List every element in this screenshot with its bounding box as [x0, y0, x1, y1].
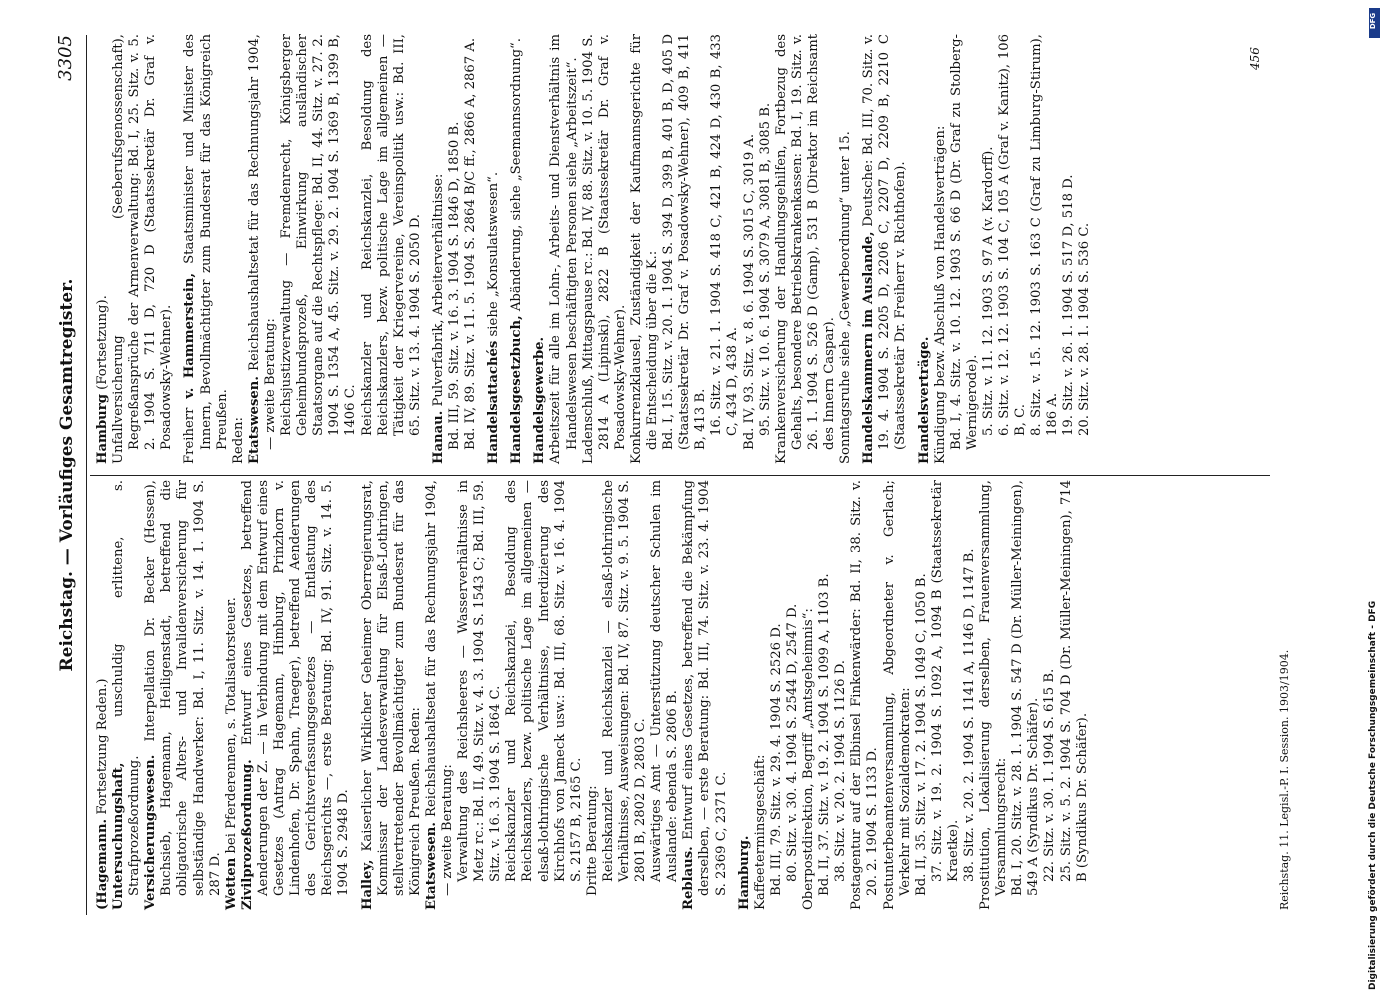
- register-entry: [861, 34, 909, 464]
- entry-keyword: Etatswesen.: [423, 822, 439, 910]
- register-entry: [978, 480, 1010, 910]
- entry-text: Dritte Beratung:: [584, 785, 600, 896]
- entry-text: Sonntagsruhe siehe „Gewerbeordnung“ unter 15.: [838, 131, 854, 464]
- page-title: Reichstag. — Vorläufiges Gesamtregister.: [57, 278, 77, 672]
- register-entry: [661, 34, 709, 464]
- entry-text: Oberpostdirektion, Begriff „Amtsgeheimnis“:: [801, 608, 817, 910]
- entry-text: Deutsche: Bd. III, 70. Sitz. v. 19. 4. 1904 S. 2205 D, 2206 C, 2207 D, 2209 B, 2210 C (Staatssekretär Dr. Freiherr v. Richthofen).: [861, 34, 909, 450]
- entry-text: Bd. II, 35. Sitz. v. 17. 2. 1904 S. 1049 C, 1050 B.: [913, 573, 929, 896]
- entry-text: unschuldig erlittene, s. Strafprozeßordnung.: [111, 480, 143, 896]
- entry-text: Krankenversicherung der Handlungsgehilfen, Fortbezug des Gehalts, besondere Betriebskrankenkassen: Bd. I, 19. Sitz. v. 26. 1. 1904 S. 526 D (Gamp), 531 B (Direktor im Reichsamt des Innern Caspar).: [773, 34, 838, 464]
- register-entry: [1042, 480, 1058, 910]
- entry-keyword: Handelskammern im Auslande,: [861, 231, 877, 464]
- register-entry: [431, 34, 447, 464]
- left-column: [95, 480, 1091, 910]
- entry-keyword: Hamburg: [95, 394, 110, 464]
- register-entry: [629, 34, 661, 464]
- register-entry: [111, 480, 143, 910]
- entry-keyword: Etatswesen.: [246, 376, 262, 464]
- register-entry: [933, 34, 949, 464]
- entry-text: Fortsetzung Reden.): [95, 678, 110, 819]
- register-entry: [581, 34, 629, 464]
- entry-text: Bd. IV, 89. Sitz. v. 11. 5. 1904 S. 2864 B/C ff., 2866 A, 2867 A.: [463, 37, 479, 450]
- entry-text: Kündigung bezw. Abschluß von Handelsverträgen:: [932, 125, 948, 464]
- register-entry: [849, 480, 881, 910]
- register-entry: [247, 34, 279, 464]
- entry-text: 20. Sitz. v. 28. 1. 1904 S. 536 C.: [1077, 222, 1093, 436]
- entry-text: Ladenschluß, Mittagspause rc.: Bd. IV, 88. Sitz. v. 10. 5. 1904 S. 2814 A (Lipinski), 2822 B (Staatssekretär Dr. Graf v. Posadowsky-Wehner).: [580, 34, 628, 464]
- entry-keyword: Handelsverträge.: [916, 336, 932, 464]
- entry-text: Bd. I, 15. Sitz. v. 20. 1. 1904 S. 394 D, 399 B, 401 B, D, 405 D (Staatssekretär Dr. Graf v. Posadowsky-Wehner), 409 B, 411 B, 413 B.: [661, 34, 709, 450]
- page-footer: Reichstag. 11. Legisl.-P. I. Session. 1903/1904.: [1278, 649, 1291, 910]
- register-entry: [548, 34, 580, 464]
- register-entry: [769, 480, 785, 910]
- entry-text: Bd. I, 20. Sitz. v. 28. 1. 1904 S. 547 D (Dr. Müller-Meiningen), 549 A (Syndikus Dr. Schäfer).: [1010, 480, 1042, 896]
- entry-text: Interpellation Dr. Becker (Hessen), Buchsieb, Hagemann, Heiligenstadt, betreffend die obligatorische Alters- und Invalidenversicherung für selbständige Handwerker: Bd. I, 11. Sitz. v. 14. 1. 1904 S. 287 D.: [143, 480, 223, 896]
- entry-text: Reden:: [230, 417, 246, 464]
- entry-text: Kaffeeterminsgeschäft:: [752, 754, 768, 910]
- page-header: [55, 35, 85, 915]
- register-entry: [649, 480, 681, 910]
- register-entry: [817, 480, 833, 910]
- register-entry: [95, 480, 111, 910]
- register-entry: [753, 480, 769, 910]
- entry-text: 5. Sitz. v. 11. 12. 1903 S. 97 A (v. Kardorff).: [980, 146, 996, 436]
- page-number: 3305: [55, 35, 76, 81]
- entry-text: Pulverfabrik, Arbeiterverhältnisse:: [430, 173, 446, 411]
- register-entry: [1077, 34, 1093, 464]
- register-entry: [838, 34, 854, 464]
- register-entry: [360, 34, 424, 464]
- entry-text: Reichskanzler und Reichskanzlei, Besoldung des Reichskanzlers, bezw. politische Lage im allgemeinen — Tätigkeit der Kriegervereine, Vereinspolitik usw.: Bd. III, 65. Sitz. v. 13. 4. 1904 S. 2050 D.: [359, 34, 423, 436]
- entry-text: Kaiserlicher Wirklicher Geheimer Oberregierungsrat, Kommissar der Landesverwaltung für Elsaß-Lothringen, stellvertretender Bevollmächtigter zum Bundesrat für das Königreich Preußen. Reden:: [359, 480, 423, 896]
- register-entry: [709, 34, 741, 464]
- entry-text: Prostitution, Lokalisierung derselben, Frauenversammlung, Versammlungsrecht:: [978, 480, 1010, 910]
- register-entry: [1061, 34, 1077, 464]
- register-entry: [930, 480, 962, 910]
- entry-text: 25. Sitz. v. 5. 2. 1904 S. 704 D (Dr. Müller-Meiningen), 714 B (Syndikus Dr. Schäfer).: [1058, 480, 1090, 882]
- stamp-number: 456: [1248, 47, 1262, 70]
- register-entry: [224, 480, 240, 910]
- entry-text: Bd. III, 59. Sitz. v. 16. 3. 1904 S. 1846 D, 1850 B.: [446, 121, 462, 450]
- entry-text: Abänderung, siehe „Seemannsordnung“.: [509, 38, 525, 316]
- register-entry: [801, 480, 817, 910]
- entry-text: Reichskanzler und Reichskanzlei, Besoldung des Reichskanzlers, bezw. politische Lage im allgemeinen — elsaß-lothringische Verhältnisse, Interdizierung des Kirchhofs von Jameck usw.: Bd. III, 68. Sitz. v. 16. 4. 1904 S. 2157 B, 2165 C.: [504, 480, 584, 882]
- register-entry: [1029, 34, 1061, 464]
- entry-text: Staatsminister und Minister des Innern, Bevollmächtigter zum Bundesrat für das Königreich Preußen.: [182, 34, 230, 450]
- register-entry: [758, 34, 774, 464]
- entry-keyword: Hanau.: [430, 410, 446, 464]
- register-entry: [742, 34, 758, 464]
- entry-keyword: (Hagemann.: [95, 818, 110, 910]
- entry-text: Bd. IV, 93. Sitz. v. 8. 6. 1904 S. 3015 C, 3019 A.: [741, 133, 757, 450]
- entry-text: 6. Sitz. v. 12. 12. 1903 S. 104 C, 105 A (Graf v. Kanitz), 106 B, C.: [996, 34, 1029, 436]
- register-entry: [360, 480, 424, 910]
- entry-text: Reichshaushaltsetat für das Rechnungsjahr 1904, — zweite Beratung:: [246, 34, 278, 450]
- entry-keyword: Reblaus.: [681, 846, 697, 910]
- entry-text: Unfallversicherung (Seeberufsgenossenschaft), Regreßansprüche der Armenverwaltung: Bd. I, 25. Sitz. v. 5. 2. 1904 S. 711 D, 720 D (Staatssekretär Dr. Graf v. Posadowsky-Wehner).: [111, 34, 175, 464]
- entry-keyword: Halley,: [359, 859, 375, 910]
- entry-text: Reichskanzler und Reichskanzlei — elsaß-lothringische Verhältnisse, Ausweisungen: Bd. IV, 87. Sitz. v. 9. 5. 1904 S. 2801 B, 2802 D, 2803 C.: [600, 480, 649, 882]
- entry-text: siehe „Konsulatswesen“.: [486, 171, 502, 341]
- entry-text: Reichsjustizverwaltung — Fremdenrecht, Königsberger Geheimbundsprozeß, Einwirkung ausländischer Staatsorgane auf die Rechtspflege: Bd. II, 44. Sitz. v. 27. 2. 1904 S. 1354 A, 45. Sitz. v. 29. 2. 1904 S. 1369 B, 1399 B, 1406 C.: [279, 34, 359, 436]
- entry-keyword: Handelsgesetzbuch,: [509, 315, 525, 464]
- register-entry: [424, 480, 456, 910]
- entry-text: 38. Sitz. v. 20. 2. 1904 S. 1126 D.: [833, 659, 849, 882]
- entry-text: 22. Sitz. v. 30. 1. 1904 S. 615 B.: [1042, 668, 1058, 882]
- entry-text: Verwaltung des Reichsheeres — Wasserverhältnisse in Metz rc.: Bd. II, 49. Sitz. v. 4. 3. 1904 S. 1543 C; Bd. III, 59. Sitz. v. 16. 3. 1904 S. 1864 C.: [456, 480, 504, 882]
- register-entry: [981, 34, 997, 464]
- register-entry: [532, 34, 548, 464]
- entry-keyword: Wetten: [223, 857, 239, 910]
- entry-text: Entwurf eines Gesetzes, betreffend die Bekämpfung derselben, — erste Beratung: Bd. III, 74. Sitz. v. 23. 4. 1904 S. 2369 C, 2371 C.: [681, 480, 729, 896]
- entry-text: Entwurf eines Gesetzes, betreffend Aenderungen der Z. — in Verbindung mit dem Entwurf eines Gesetzes (Antrag Hagemann, Himburg, Prinzhorn v. Lindenhofen, Dr. Spahn, Traeger), betreffend Aenderungen des Gerichtsverfassungsgesetzes — Entlastung des Reichsgerichts —, erste Beratung: Bd. IV, 91. Sitz. v. 14. 5. 1904 S. 2948 D.: [239, 480, 352, 896]
- entry-text: 37. Sitz. v. 19. 2. 1904 S. 1092 A, 1094 B (Staatssekretär Kraetke).: [929, 480, 961, 882]
- entry-text: Auswärtiges Amt — Unterstützung deutscher Schulen im Auslande: ebenda S. 2806 B.: [649, 480, 681, 882]
- entry-keyword: Hamburg.: [736, 835, 752, 910]
- entry-text: 38. Sitz. v. 20. 2. 1904 S. 1141 A, 1146 D, 1147 B.: [961, 548, 977, 882]
- register-entry: [882, 480, 914, 910]
- dfg-logo: [1369, 8, 1380, 38]
- register-entry: [585, 480, 601, 910]
- register-entry: [737, 480, 753, 910]
- digitization-note: Digitalisierung gefördert durch die Deutsche Forschungsgemeinschaft - DFG: [1368, 600, 1378, 990]
- register-entry: [504, 480, 584, 910]
- entry-text: Bd. II, 37. Sitz. v. 19. 2. 1904 S. 1099 A, 1103 B.: [817, 573, 833, 896]
- entry-text: bei Pferderennen, s. Totalisatorsteuer.: [223, 597, 239, 858]
- register-entry: [447, 34, 463, 464]
- entry-text: 19. Sitz. v. 26. 1. 1904 S. 517 D, 518 D.: [1061, 174, 1077, 436]
- register-entry: [833, 480, 849, 910]
- entry-text: 16. Sitz. v. 21. 1. 1904 S. 418 C, 421 B, 424 D, 430 B, 433 C, 434 D, 438 A.: [709, 34, 741, 436]
- entry-text: 8. Sitz. v. 15. 12. 1903 S. 163 C (Graf zu Limburg-Stirum), 186 A.: [1029, 34, 1061, 436]
- entry-keyword: Zivilprozeßordnung.: [239, 759, 255, 910]
- entry-text: 80. Sitz. v. 30. 4. 1904 S. 2544 D, 2547 D.: [784, 603, 800, 882]
- entry-text: (Fortsetzung).: [95, 295, 110, 395]
- register-entry: [1059, 480, 1091, 910]
- entry-text: Konkurrenzklausel, Zuständigkeit der Kaufmannsgerichte für die Entscheidung über die K.:: [628, 34, 660, 464]
- register-entry: [681, 480, 729, 910]
- entry-text: Postunterbeamtenversammlung, Abgeordneter v. Gerlach; Verkehr mit Sozialdemokraten:: [881, 480, 913, 910]
- register-entry: [785, 480, 801, 910]
- register-entry: [463, 34, 479, 464]
- entry-text: Arbeitszeit für alle im Lohn-, Arbeits- und Dienstverhältnis im Handelswesen beschäftigten Personen siehe „Arbeitszeit“.: [548, 34, 580, 464]
- entry-keyword: Handelsgewerbe.: [532, 336, 548, 464]
- register-entry: [182, 34, 230, 464]
- register-entry: [456, 480, 504, 910]
- register-entry: [111, 34, 175, 464]
- header-rule: [86, 35, 87, 915]
- register-entry: [1010, 480, 1042, 910]
- register-entry: [917, 34, 933, 464]
- register-entry: [601, 480, 649, 910]
- register-entry: [509, 34, 525, 464]
- register-entry: [231, 34, 247, 464]
- register-entry: [279, 34, 359, 464]
- register-entry: [240, 480, 353, 910]
- register-entry: [774, 34, 838, 464]
- register-entry: [143, 480, 223, 910]
- entry-text: Bd. III, 79. Sitz. v. 29. 4. 1904 S. 2526 D.: [768, 623, 784, 896]
- dfg-logo-text: DFG: [1369, 12, 1377, 30]
- entry-keyword: Untersuchungshaft,: [111, 762, 127, 910]
- entry-keyword: v. Hammerstein,: [182, 272, 198, 399]
- entry-text: Postagentur auf der Elbinsel Finkenwärder: Bd. II, 38. Sitz. v. 20. 2. 1904 S. 1133 D.: [849, 480, 881, 910]
- register-entry: [949, 34, 981, 464]
- entry-text: Reichshaushaltsetat für das Rechnungsjahr 1904, — zweite Beratung:: [423, 480, 455, 896]
- register-entry: [997, 34, 1029, 464]
- column-divider: [90, 475, 1270, 476]
- register-entry: [914, 480, 930, 910]
- entry-keyword: Handelsattachés: [486, 340, 502, 464]
- register-entry: [486, 34, 502, 464]
- entry-text: Freiherr: [182, 398, 198, 464]
- entry-text: 95. Sitz. v. 10. 6. 1904 S. 3079 A, 3081 B, 3085 B.: [757, 102, 773, 436]
- register-entry: [95, 34, 111, 464]
- entry-keyword: Versicherungswesen.: [143, 754, 159, 910]
- register-entry: [962, 480, 978, 910]
- entry-text: Bd. I, 4. Sitz. v. 10. 12. 1903 S. 66 D (Dr. Graf zu Stolberg-Wernigerode).: [948, 34, 980, 450]
- right-column: [95, 34, 1094, 464]
